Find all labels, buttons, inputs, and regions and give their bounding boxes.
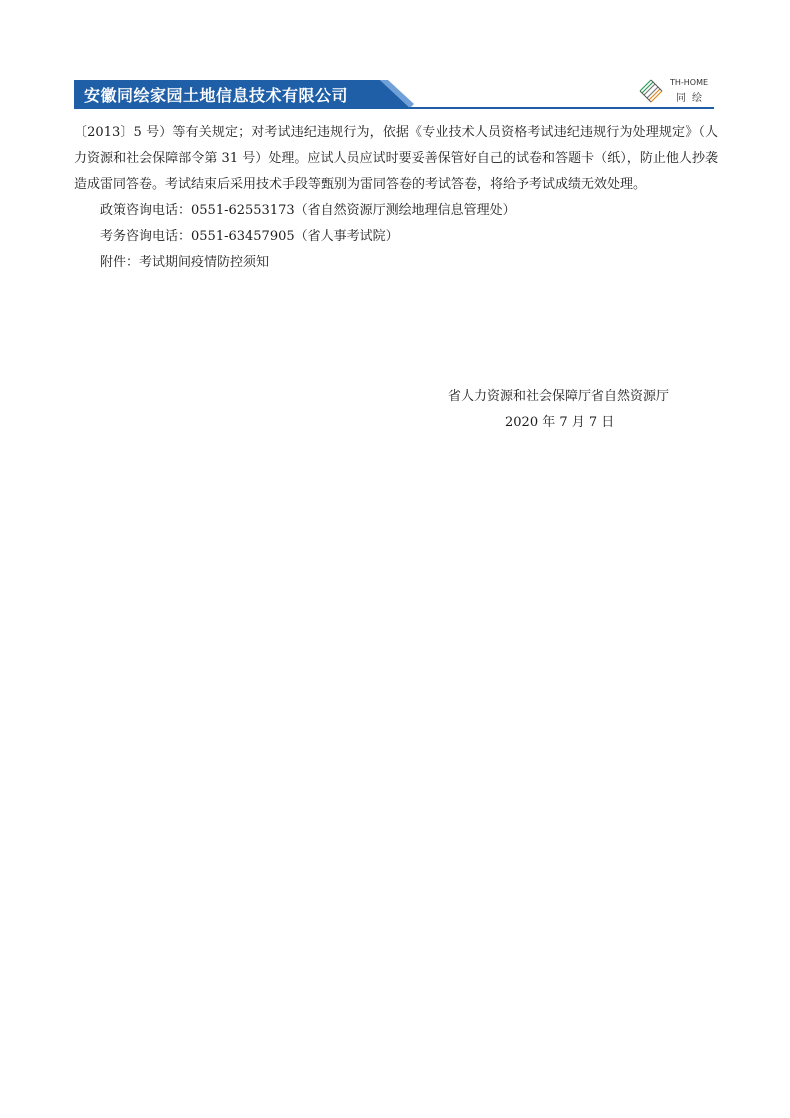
document-body (74, 120, 718, 276)
attachment-note: 附件：考试期间疫情防控须知 (100, 255, 270, 270)
exam-hotline: 考务咨询电话：0551-63457905（省人事考试院） (100, 229, 399, 244)
page-header (74, 80, 714, 110)
company-logo (636, 76, 716, 106)
policy-hotline: 政策咨询电话：0551-62553173（省自然资源厅测绘地理信息管理处） (100, 203, 516, 218)
issue-date: 2020 年 7 月 7 日 (505, 415, 615, 430)
issuer-name: 省人力资源和社会保障厅省自然资源厅 (448, 389, 670, 404)
company-name: 安徽同绘家园土地信息技术有限公司 (84, 86, 349, 105)
header-divider (74, 107, 714, 109)
logo-text-en: TH-HOME (670, 78, 709, 87)
regulation-paragraph: 〔2013〕5 号）等有关规定；对考试违纪违规行为，依据《专业技术人员资格考试违纪违规行为处理规定》（人力资源和社会保障部令第 31 号）处理。应试人员应试时要妥善保管好自己的试卷和答题卡（纸），防止他人抄袭造成雷同答卷。考试结束后采用技术手段等甄别为雷同答卷的考试答卷，将给予考试成绩无效处理。 (74, 125, 718, 192)
signature-block (448, 384, 669, 436)
logo-text-cn: 同绘 (676, 93, 708, 104)
th-home-logo-icon (636, 76, 666, 106)
